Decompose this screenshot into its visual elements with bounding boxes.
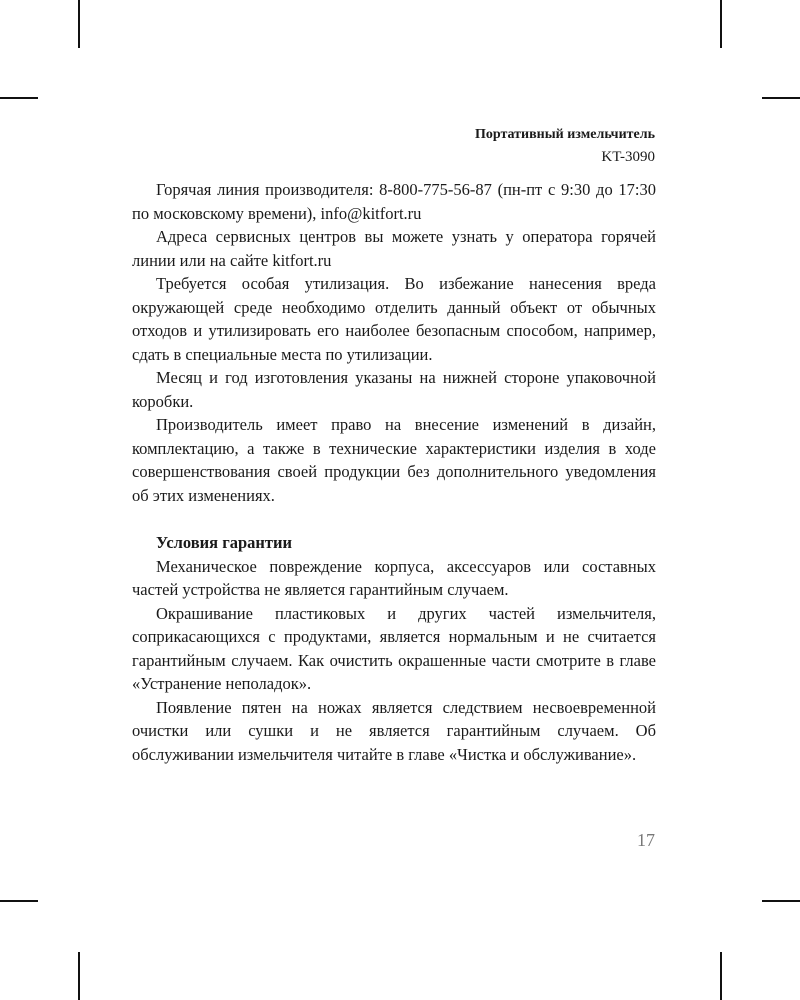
crop-mark-bottom-left <box>78 952 80 1000</box>
crop-mark-right-upper <box>762 97 800 99</box>
service-centers-paragraph: Адреса сервисных центров вы можете узнать у оператора горячей линии или на сайте kitfort.ru <box>132 227 656 270</box>
warranty-paragraph: Окрашивание пластиковых и других частей измельчителя, соприкасающихся с продуктами, является нормальным и не считается гарантийным случаем. Как очистить окрашенные части смотрите в главе «Устранение неполадок». <box>132 603 656 693</box>
product-name: Портативный измельчитель <box>475 127 655 142</box>
crop-mark-left-lower <box>0 900 38 902</box>
page-number: 17 <box>637 830 655 850</box>
crop-mark-right-lower <box>762 900 800 902</box>
crop-mark-left-upper <box>0 97 38 99</box>
disposal-paragraph: Требуется особая утилизация. Во избежание нанесения вреда окружающей среде необходимо отделить данный объект от обычных отходов и утилизировать его наиболее безопасным способом, например, сдать в специальные места по утилизации. <box>132 274 656 364</box>
warranty-paragraph: Механическое повреждение корпуса, аксессуаров или составных частей устройства не является гарантийным случаем. <box>132 556 656 599</box>
crop-mark-bottom-right <box>720 952 722 1000</box>
warranty-section-title: Условия гарантии <box>156 533 293 552</box>
crop-mark-top-left <box>78 0 80 48</box>
page-header <box>475 124 655 168</box>
manufacture-date-paragraph: Месяц и год изготовления указаны на нижней стороне упаковочной коробки. <box>132 368 656 411</box>
hotline-paragraph: Горячая линия производителя: 8-800-775-56-87 (пн-пт с 9:30 до 17:30 по московскому времени), info@kitfort.ru <box>132 180 656 223</box>
page-content <box>132 178 656 766</box>
crop-mark-top-right <box>720 0 722 48</box>
product-model: KT-3090 <box>601 149 655 165</box>
manufacturer-rights-paragraph: Производитель имеет право на внесение изменений в дизайн, комплектацию, а также в технические характеристики изделия в ходе совершенствования своей продукции без дополнительного уведомления об этих изменениях. <box>132 415 656 505</box>
warranty-paragraph: Появление пятен на ножах является следствием несвоевременной очистки или сушки и не является гарантийным случаем. Об обслуживании измельчителя читайте в главе «Чистка и обслуживание». <box>132 697 656 764</box>
